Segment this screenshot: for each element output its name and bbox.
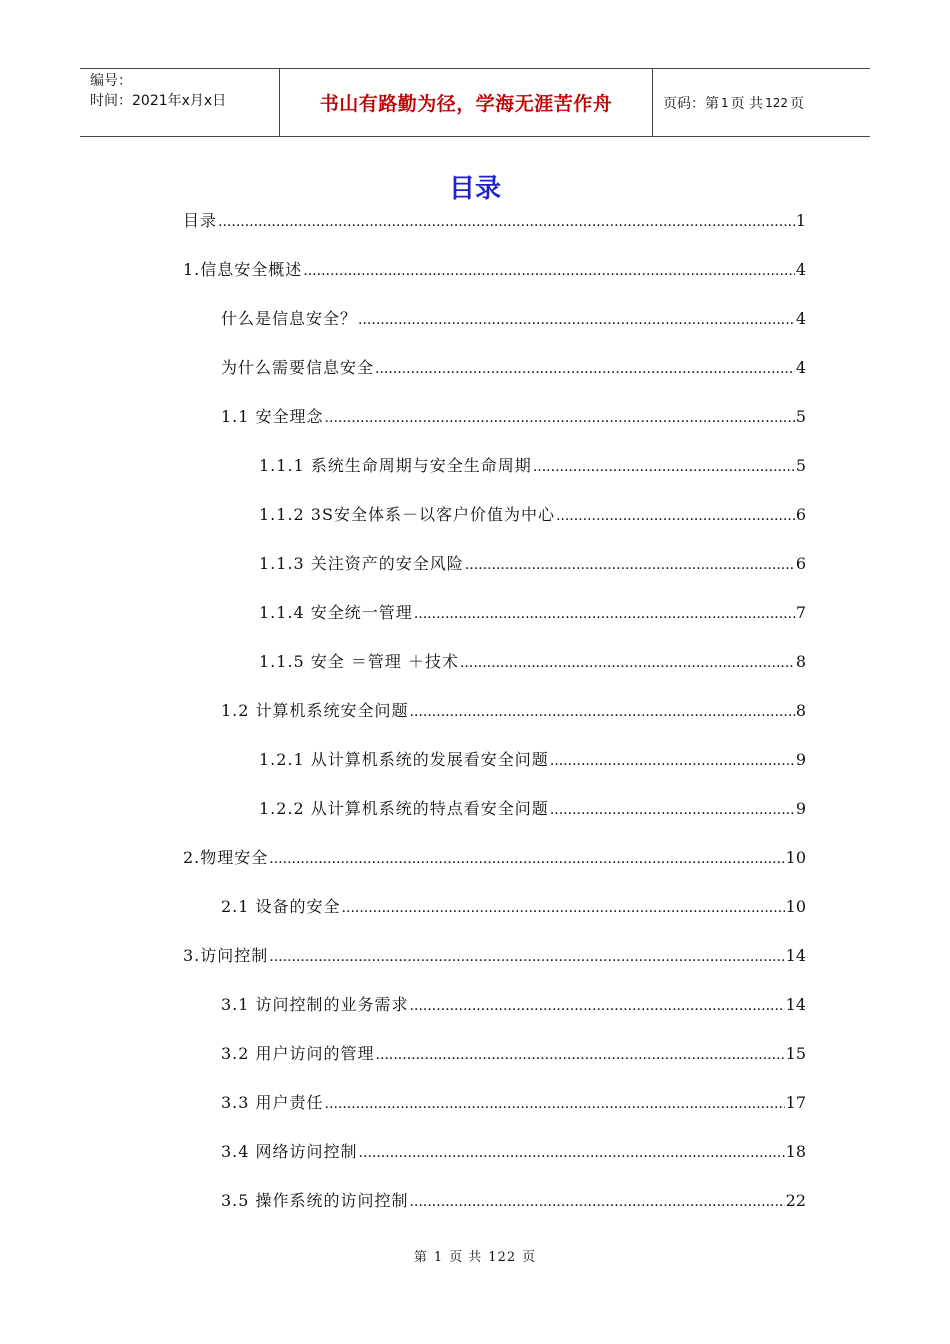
toc-entry-page: 1 (795, 211, 806, 230)
toc-entry-label: 3.2 用户访问的管理 (221, 1044, 375, 1063)
toc-entry[interactable] (259, 649, 806, 673)
footer-suffix: 页 (522, 1250, 537, 1265)
toc-entry[interactable] (259, 600, 806, 624)
toc-leader-dots (550, 802, 795, 818)
header-meta (80, 69, 280, 136)
toc-entry[interactable] (221, 1188, 806, 1212)
toc-leader-dots (410, 1194, 785, 1210)
toc-entry-label: 1.2.1 从计算机系统的发展看安全问题 (259, 750, 549, 769)
toc-entry-page: 4 (795, 358, 806, 377)
toc-entry[interactable] (221, 894, 806, 918)
header-page-info (653, 69, 870, 136)
toc-entry-label: 1.1.3 关注资产的安全风险 (259, 554, 464, 573)
toc-leader-dots (550, 753, 795, 769)
toc-leader-dots (556, 508, 795, 524)
toc-entry-label: 1.2.2 从计算机系统的特点看安全问题 (259, 799, 549, 818)
toc-leader-dots (460, 655, 795, 671)
header-page-mid: 页 共 (730, 95, 764, 112)
toc-entry-page: 14 (785, 995, 806, 1014)
toc-entry-label: 3.访问控制 (183, 946, 269, 965)
toc-leader-dots (269, 949, 784, 965)
document-date-label: 时间：2021年x月x日 (90, 93, 227, 109)
footer-prefix: 第 (413, 1250, 428, 1265)
toc-entry[interactable] (259, 502, 806, 526)
toc-entry-page: 22 (785, 1191, 806, 1210)
toc-entry[interactable] (221, 404, 806, 428)
header-page-current: 1 (721, 95, 729, 110)
toc-entry-page: 14 (785, 946, 806, 965)
toc-entry-label: 什么是信息安全？ (221, 309, 358, 328)
toc-entry[interactable] (221, 1139, 806, 1163)
toc-entry-label: 3.3 用户责任 (221, 1093, 324, 1112)
toc-entry-label: 3.4 网络访问控制 (221, 1142, 358, 1161)
toc-entry-label: 2.1 设备的安全 (221, 897, 341, 916)
toc-entry[interactable] (221, 355, 806, 379)
toc-entry[interactable] (259, 453, 806, 477)
toc-entry-page: 17 (785, 1093, 806, 1112)
toc-entry[interactable] (221, 698, 806, 722)
toc-entry-label: 1.2 计算机系统安全问题 (221, 701, 409, 720)
toc-entry[interactable] (259, 747, 806, 771)
toc-leader-dots (414, 606, 795, 622)
toc-entry-page: 6 (795, 554, 806, 573)
toc-leader-dots (376, 1047, 785, 1063)
toc-entry[interactable] (259, 551, 806, 575)
header-motto: 书山有路勤为径，学海无涯苦作舟 (280, 69, 653, 136)
toc-entry-label: 3.1 访问控制的业务需求 (221, 995, 409, 1014)
toc-leader-dots (269, 851, 784, 867)
toc-entry-page: 4 (795, 309, 806, 328)
toc-entry-label: 目录 (183, 211, 218, 230)
toc-leader-dots (359, 1145, 785, 1161)
toc-title: 目录 (448, 174, 501, 204)
toc-leader-dots (375, 361, 795, 377)
toc-entry-label: 1.1.4 安全统一管理 (259, 603, 413, 622)
toc-entry[interactable] (183, 208, 806, 232)
toc-entry-label: 1.1.1 系统生命周期与安全生命周期 (259, 456, 532, 475)
toc-entry-label: 1.1.2 3S安全体系－以客户价值为中心 (259, 505, 555, 524)
document-number-label: 编号： (90, 73, 132, 89)
toc-leader-dots (218, 214, 795, 230)
toc-entry-label: 2.物理安全 (183, 848, 269, 867)
toc-leader-dots (325, 410, 795, 426)
toc-entry-page: 9 (795, 799, 806, 818)
toc-entry[interactable] (259, 796, 806, 820)
toc-entry-page: 9 (795, 750, 806, 769)
toc-entry[interactable] (221, 306, 806, 330)
toc-entry[interactable] (221, 1041, 806, 1065)
toc-entry[interactable] (183, 845, 806, 869)
toc-leader-dots (358, 312, 795, 328)
toc-entry-page: 5 (795, 456, 806, 475)
toc-entry-page: 15 (785, 1044, 806, 1063)
toc-entry-page: 8 (795, 701, 806, 720)
toc-leader-dots (410, 998, 785, 1014)
footer-page-total: 122 (488, 1250, 517, 1265)
toc-leader-dots (410, 704, 795, 720)
toc-entry-label: 1.1 安全理念 (221, 407, 324, 426)
toc-leader-dots (325, 1096, 785, 1112)
page-footer (0, 1246, 950, 1265)
header-page-suffix: 页 (790, 95, 804, 112)
toc-leader-dots (303, 263, 795, 279)
toc-entry[interactable] (183, 257, 806, 281)
toc-entry-label: 3.5 操作系统的访问控制 (221, 1191, 409, 1210)
header-page-prefix: 页码：第 (663, 95, 719, 112)
toc-entry-label: 1.1.5 安全 ＝管理 ＋技术 (259, 652, 459, 671)
toc-entry-page: 4 (795, 260, 806, 279)
toc-entry-page: 18 (785, 1142, 806, 1161)
toc-leader-dots (465, 557, 795, 573)
footer-page-current: 1 (433, 1250, 444, 1265)
toc-entry-page: 6 (795, 505, 806, 524)
toc-entry-page: 10 (785, 897, 806, 916)
toc-entry[interactable] (221, 992, 806, 1016)
toc-entry-label: 1.信息安全概述 (183, 260, 303, 279)
footer-mid: 页 共 (449, 1250, 483, 1265)
toc-entry-page: 10 (785, 848, 806, 867)
toc-entry-page: 7 (795, 603, 806, 622)
toc-entry-page: 5 (795, 407, 806, 426)
toc-entry[interactable] (221, 1090, 806, 1114)
toc-entry-label: 为什么需要信息安全 (221, 358, 375, 377)
toc-leader-dots (342, 900, 785, 916)
toc-entry-page: 8 (795, 652, 806, 671)
header-page-total: 122 (765, 95, 788, 110)
toc-entry[interactable] (183, 943, 806, 967)
page-header (80, 68, 870, 137)
toc-leader-dots (533, 459, 795, 475)
